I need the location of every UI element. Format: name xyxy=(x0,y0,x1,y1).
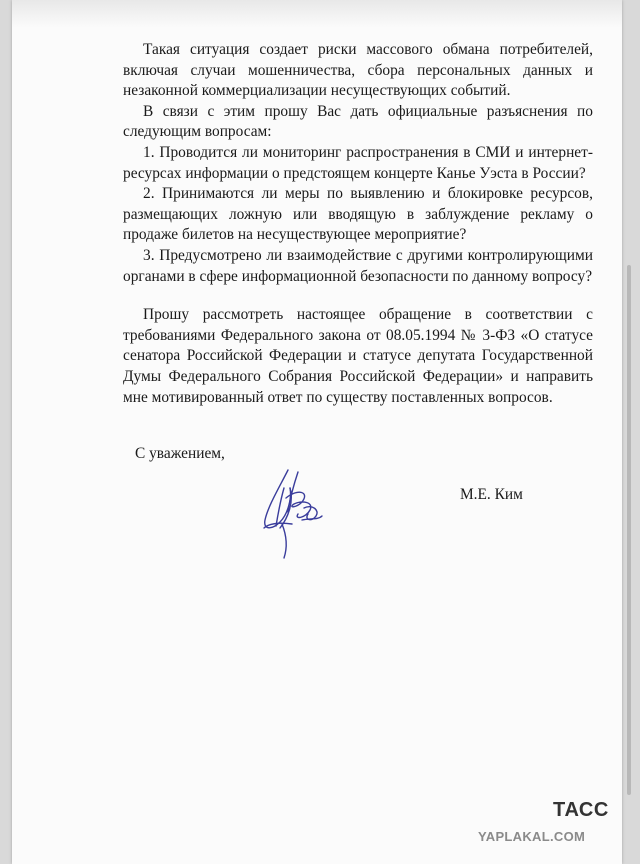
top-shadow xyxy=(12,0,622,28)
signatory-name: М.Е. Ким xyxy=(460,486,523,503)
letter-body xyxy=(123,40,593,408)
paragraph-request: В связи с этим прошу Вас дать официальные разъяснения по следующим вопросам: xyxy=(123,102,593,141)
scrollbar[interactable] xyxy=(627,265,631,795)
site-watermark: YAPLAKAL.COM xyxy=(478,829,586,844)
question-2: 2. Принимаются ли меры по выявлению и блокировке ресурсов, размещающих ложную или вводящую в заблуждение рекламу о продаже билетов на несуществующее мероприятие? xyxy=(123,185,593,244)
question-3: 3. Предусмотрено ли взаимодействие с другими контролирующими органами в сфере информационной безопасности по данному вопросу? xyxy=(123,246,593,285)
paragraph-law: Прошу рассмотреть настоящее обращение в соответствии с требованиями Федерального закона от 08.05.1994 № 3-ФЗ «О статусе сенатора Российской Федерации и статусе депутата Государственной Думы Федерального Собрания Российской Федерации» и направить мне мотивированный ответ по существу поставленных вопросов. xyxy=(123,306,593,406)
question-1: 1. Проводится ли мониторинг распространения в СМИ и интернет-ресурсах информации о предстоящем концерте Канье Уэста в России? xyxy=(123,143,593,182)
paragraph-risks: Такая ситуация создает риски массового обмана потребителей, включая случаи мошенничества, сбора персональных данных и незаконной коммерциализации несуществующих событий. xyxy=(123,41,593,100)
greeting: С уважением, xyxy=(135,445,225,462)
signature-image xyxy=(258,458,338,568)
tass-watermark: ТАСС xyxy=(553,799,609,821)
